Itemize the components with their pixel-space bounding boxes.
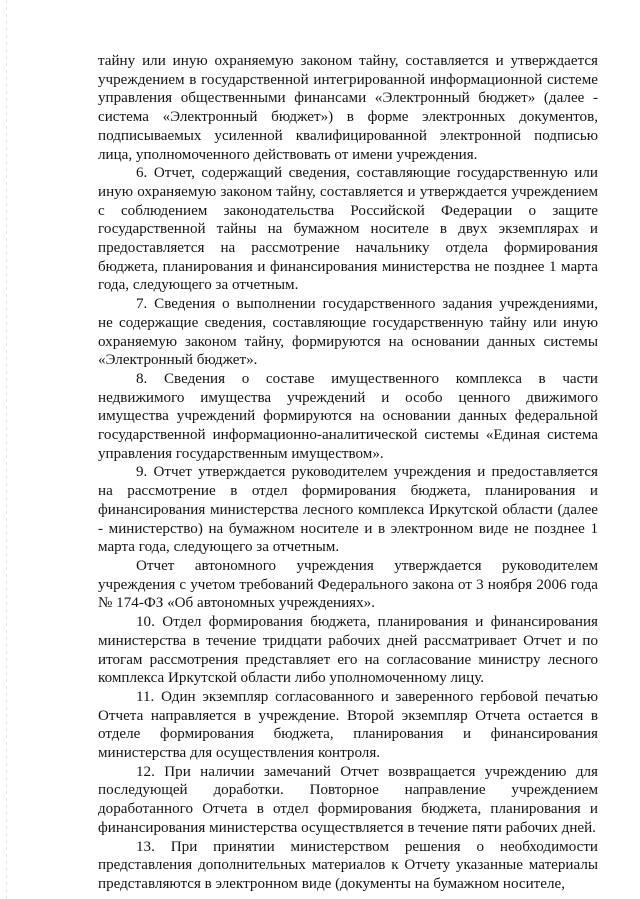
paragraph-9-autonomous: Отчет автономного учреждения утверждается руководителем учреждения с учетом требований Федерального закона от 3 ноября 2006 года № 174-ФЗ «Об автономных учреждениях». [98, 557, 598, 612]
paragraph-9: 9. Отчет утверждается руководителем учреждения и предоставляется на рассмотрение в отдел формирования бюджета, планирования и финансирования министерства лесного комплекса Иркутской области (далее - министерство) на бумажном носителе и в электронном виде не позднее 1 марта года, следующего за отчетным. [98, 464, 598, 556]
paragraph-continued: тайну или иную охраняемую законом тайну, составляется и утверждается учреждением в государственной интегрированной информационной системе управления общественными финансами «Электронный бюджет» (далее - система «Электронный бюджет») в форме электронных документов, подписываемых усиленной квалифицированной электронной подписью лица, уполномоченного действовать от имени учреждения. [98, 53, 598, 163]
scan-edge-mark [6, 0, 7, 899]
paragraph-10: 10. Отдел формирования бюджета, планирования и финансирования министерства в течение тридцати рабочих дней рассматривает Отчет и по итогам рассмотрения представляет его на согласование министру лесного комплекса Иркутской области либо уполномоченному лицу. [98, 614, 598, 687]
paragraph-12: 12. При наличии замечаний Отчет возвращается учреждению для последующей доработки. Повторное направление учреждением доработанного Отчета в отдел формирования бюджета, планирования и финансирования министерства осуществляется в течение пяти рабочих дней. [98, 763, 598, 836]
paragraph-7: 7. Сведения о выполнении государственного задания учреждениями, не содержащие сведения, составляющие государственную тайну или иную охраняемую законом тайну, формируются на основании данных системы «Электронный бюджет». [98, 296, 598, 369]
paragraph-8: 8. Сведения о составе имущественного комплекса в части недвижимого имущества учреждений и особо ценного движимого имущества учреждений формируются на основании данных федеральной государственной информационно-аналитической системы «Единая система управления государственным имуществом». [98, 370, 598, 462]
paragraph-11: 11. Один экземпляр согласованного и заверенного гербовой печатью Отчета направляется в учреждение. Второй экземпляр Отчета остается в отделе формирования бюджета, планирования и финансирования министерства для осуществления контроля. [98, 688, 598, 762]
paragraph-13: 13. При принятии министерством решения о необходимости представления дополнительных материалов к Отчету указанные материалы представляются в электронном виде (документы на бумажном носителе, [98, 838, 598, 892]
paragraph-6: 6. Отчет, содержащий сведения, составляющие государственную или иную охраняемую законом тайну, составляется и утверждается учреждением с соблюдением законодательства Российской Федерации о защите государственной тайны на бумажном носителе в двух экземплярах и предоставляется на рассмотрение начальнику отдела формирования бюджета, планирования и финансирования министерства не позднее 1 марта года, следующего за отчетным. [98, 165, 598, 294]
document-page [98, 52, 598, 894]
